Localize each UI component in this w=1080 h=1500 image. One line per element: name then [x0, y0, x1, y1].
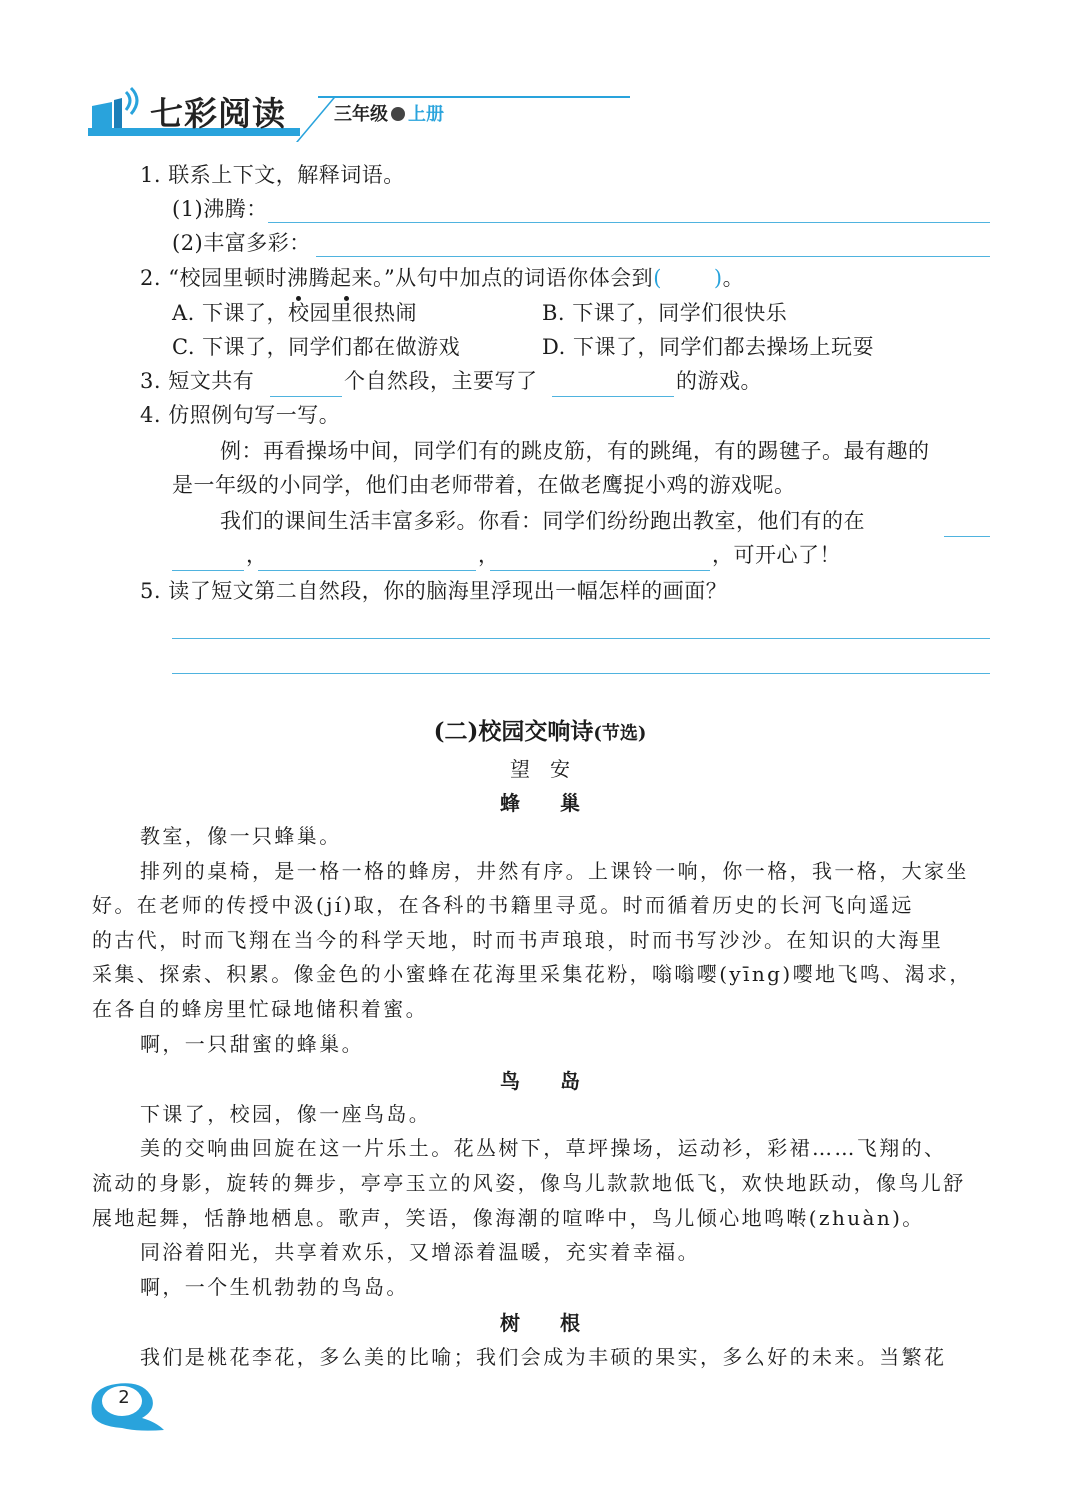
option-a[interactable]: A. 下课了，校园里很热闹	[172, 301, 418, 325]
question-5: 5. 读了短文第二自然段，你的脑海里浮现出一幅怎样的画面？	[140, 579, 728, 603]
poem-line: 好。在老师的传授中汲(jí)取，在各科的书籍里寻觅。时而循着历史的长河飞向遥远	[92, 893, 914, 917]
poem-title-sub: (节选)	[593, 723, 647, 744]
question-1-sub-1: (1)沸腾：	[172, 197, 268, 221]
question-3-part-1: 3. 短文共有	[140, 369, 255, 393]
poem-line: 采集、探索、积累。像金色的小蜜蜂在花海里采集花粉，嗡嗡嘤(yīng)嘤地飞鸣、渴求，	[92, 962, 972, 986]
poem-line: 同浴着阳光，共享着欢乐，又增添着温暖，充实着幸福。	[140, 1240, 700, 1264]
question-3-part-2: 个自然段，主要写了	[344, 369, 538, 393]
answer-line-3-1[interactable]	[270, 396, 342, 397]
grade-dot-icon	[391, 107, 405, 121]
question-4: 4. 仿照例句写一写。	[140, 403, 341, 427]
example-line-1: 例：再看操场中间，同学们有的跳皮筋，有的跳绳，有的踢毽子。最有趣的	[220, 439, 930, 463]
poem-line: 展地起舞，恬静地栖息。歌声，笑语，像海潮的喧哗中，鸟儿倾心地鸣啭(zhuàn)。	[92, 1206, 925, 1230]
option-b[interactable]: B. 下课了，同学们很快乐	[542, 301, 788, 325]
question-3-part-3: 的游戏。	[676, 369, 762, 393]
poem-author: 望 安	[510, 757, 570, 781]
example-line-2: 是一年级的小同学，他们由老师带着，在做老鹰捉小鸡的游戏呢。	[172, 473, 796, 497]
question-1: 1. 联系上下文，解释词语。	[140, 163, 405, 187]
answer-line-5-2[interactable]	[172, 673, 990, 674]
section-heading-3: 树 根	[500, 1311, 580, 1335]
task-comma-2: ，	[478, 543, 500, 567]
poem-line: 我们是桃花李花，多么美的比喻；我们会成为丰硕的果实，多么好的未来。当繁花	[140, 1345, 947, 1369]
answer-line-3-2[interactable]	[552, 396, 674, 397]
poem-line: 排列的桌椅，是一格一格的蜂房，井然有序。上课铃一响，你一格，我一格，大家坐	[140, 859, 969, 883]
answer-paren-open: (	[653, 266, 662, 290]
answer-line-1-1[interactable]	[268, 222, 990, 223]
option-c[interactable]: C. 下课了，同学们都在做游戏	[172, 335, 461, 359]
answer-line-4-2[interactable]	[172, 570, 244, 571]
poem-line: 的古代，时而飞翔在当今的科学天地，时而书声琅琅，时而书写沙沙。在知识的大海里	[92, 928, 944, 952]
header-slant-line	[296, 96, 337, 142]
poem-line: 下课了，校园，像一座鸟岛。	[140, 1102, 432, 1126]
header-rule	[318, 96, 630, 98]
option-d[interactable]: D. 下课了，同学们都去操场上玩耍	[542, 335, 874, 359]
answer-paren-close: )	[713, 266, 723, 290]
brand-title: 七彩阅读	[150, 94, 286, 133]
task-ending: ，可开心了！	[712, 543, 841, 567]
poem-line: 啊，一只甜蜜的蜂巢。	[140, 1032, 364, 1056]
question-1-sub-2: (2)丰富多彩：	[172, 231, 311, 255]
answer-line-4-4[interactable]	[490, 570, 710, 571]
poem-line: 教室，像一只蜂巢。	[140, 824, 342, 848]
page-number: 2	[118, 1387, 130, 1408]
task-line-1: 我们的课间生活丰富多彩。你看：同学们纷纷跑出教室，他们有的在	[220, 509, 865, 533]
poem-title-main: (二)校园交响诗	[433, 718, 594, 745]
task-comma-1: ，	[246, 543, 268, 567]
question-2-end: 。	[722, 266, 745, 290]
answer-line-5-1[interactable]	[172, 638, 990, 639]
poem-line: 美的交响曲回旋在这一片乐土。花丛树下，草坪操场，运动衫，彩裙……飞翔的、	[140, 1136, 947, 1160]
poem-title	[0, 716, 1080, 750]
poem-line: 啊，一个生机勃勃的鸟岛。	[140, 1275, 409, 1299]
poem-line: 流动的身影，旋转的舞步，亭亭玉立的风姿，像鸟儿款款地低飞，欢快地跃动，像鸟儿舒	[92, 1171, 966, 1195]
poem-line: 在各自的蜂房里忙碌地储积着蜜。	[92, 997, 428, 1021]
answer-line-4-3[interactable]	[258, 570, 476, 571]
answer-line-1-2[interactable]	[316, 256, 990, 257]
grade-text: 三年级	[334, 104, 388, 125]
answer-line-4-1[interactable]	[944, 536, 990, 537]
question-2-text: 2. “校园里顿时沸腾起来。”从句中加点的词语你体会到	[140, 266, 654, 290]
volume-text: 上册	[408, 104, 444, 125]
section-heading-2: 鸟 岛	[500, 1069, 580, 1093]
grade-label	[334, 100, 444, 126]
question-2	[140, 261, 744, 295]
section-heading-1: 蜂 巢	[500, 791, 580, 815]
